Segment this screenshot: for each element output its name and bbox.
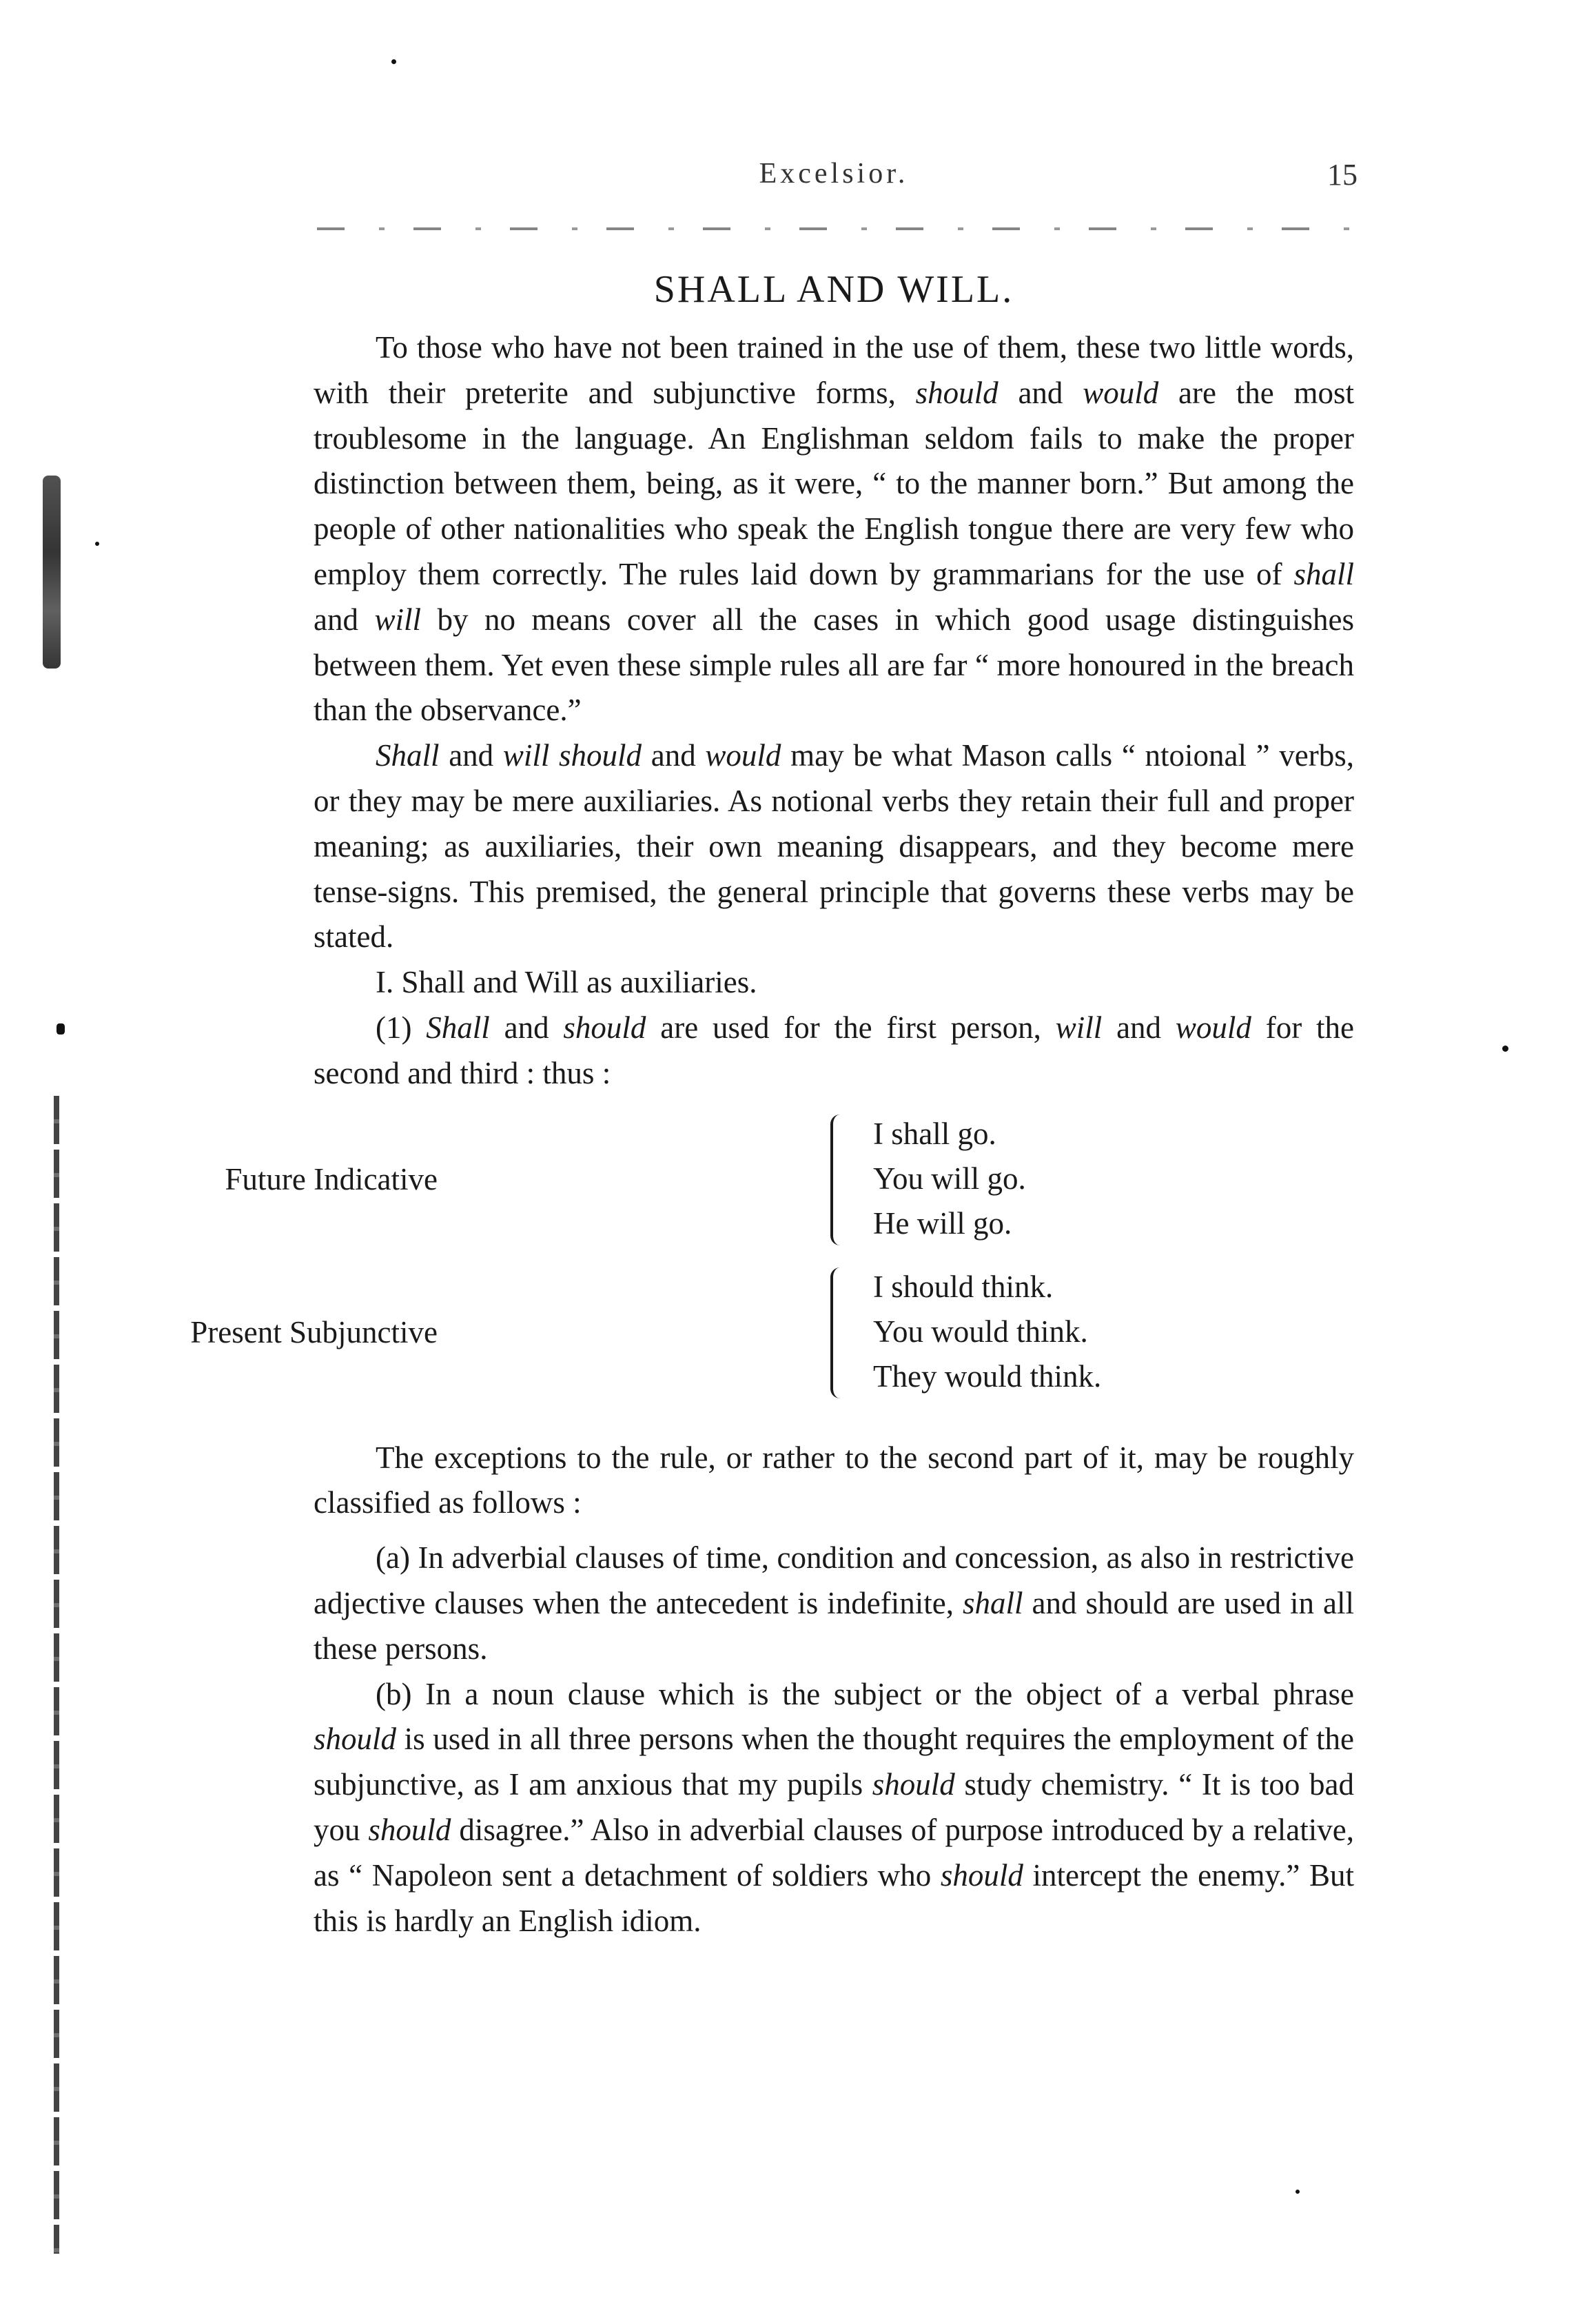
paradigm-form: You would think. [873, 1314, 1088, 1349]
scan-speck [57, 1023, 65, 1034]
paradigm-form: They would think. [873, 1358, 1102, 1394]
paradigm-forms [873, 1265, 1101, 1399]
paradigm-form: You will go. [873, 1161, 1026, 1196]
scan-binding-edge [54, 1096, 59, 2254]
scan-speck [95, 542, 99, 546]
paradigm-form: I should think. [873, 1269, 1054, 1304]
scan-binding-mark [43, 476, 61, 669]
brace-icon [830, 1114, 850, 1245]
heading-auxiliaries: I. Shall and Will as auxiliaries. [376, 965, 757, 1000]
paradigm-forms [873, 1112, 1026, 1246]
intro-paragraph: To those who have not been trained in the use of them, these two little words, with their preterite and subjunctive forms, should and would are the most troublesome in the language. An Englishman seldom fails to make the proper distinction between them, being, as it were, “ to the manner born.” But among the people of other nationalities who speak the English tongue there are very few who employ them correctly. The rules laid down by grammarians for the use of shall and will by no means cover all the cases in which good usage distinguishes between them. Yet even these simple rules all are far “ more honoured in the breach than the observance.” [314, 330, 1354, 728]
notional-paragraph: Shall and will should and would may be what Mason calls “ ntoional ” verbs, or they may be mere auxiliaries. As notional verbs they retain their full and proper meaning; as auxiliaries, their own meaning disappears, and they become mere tense-signs. This premised, the general principle that governs these verbs may be stated. [314, 738, 1354, 955]
paradigm-form: He will go. [873, 1205, 1012, 1241]
scan-speck [1296, 2190, 1300, 2194]
paradigm-label: Present Subjunctive [190, 1314, 438, 1349]
brace-icon [830, 1267, 850, 1398]
page-number: 15 [1327, 158, 1358, 192]
present-subjunctive-paradigm [190, 1265, 1354, 1403]
body-text [190, 325, 1355, 1944]
exception-a: (a) In adverbial clauses of time, condition and concession, as also in restrictive adjective clauses when the antecedent is indefinite, shall and should are used in all these persons. [314, 1540, 1354, 1666]
paradigm-form: I shall go. [873, 1116, 996, 1151]
exception-b: (b) In a noun clause which is the subject or the object of a verbal phrase should is used in all three persons when the thought requires the employment of the subjunctive, as I am anxious that my pupils should study chemistry. “ It is too bad you should disagree.” Also in adverbial clauses of purpose introduced by a relative, as “ Napoleon sent a detachment of soldiers who should intercept the enemy.” But this is hardly an English idiom. [314, 1676, 1355, 1938]
running-head [310, 157, 1358, 198]
future-indicative-paradigm [225, 1112, 1354, 1250]
exceptions-intro: The exceptions to the rule, or rather to the second part of it, may be roughly classified as follows : [314, 1440, 1354, 1520]
scan-speck [391, 59, 396, 64]
header-rule [317, 227, 1358, 230]
section-title: SHALL AND WILL. [653, 268, 1014, 311]
rule-1: (1) Shall and should are used for the first person, will and would for the second and third : thus : [314, 1010, 1354, 1090]
scan-speck [1502, 1046, 1508, 1052]
running-head-title: Excelsior. [759, 158, 909, 190]
paradigm-label: Future Indicative [225, 1161, 438, 1196]
